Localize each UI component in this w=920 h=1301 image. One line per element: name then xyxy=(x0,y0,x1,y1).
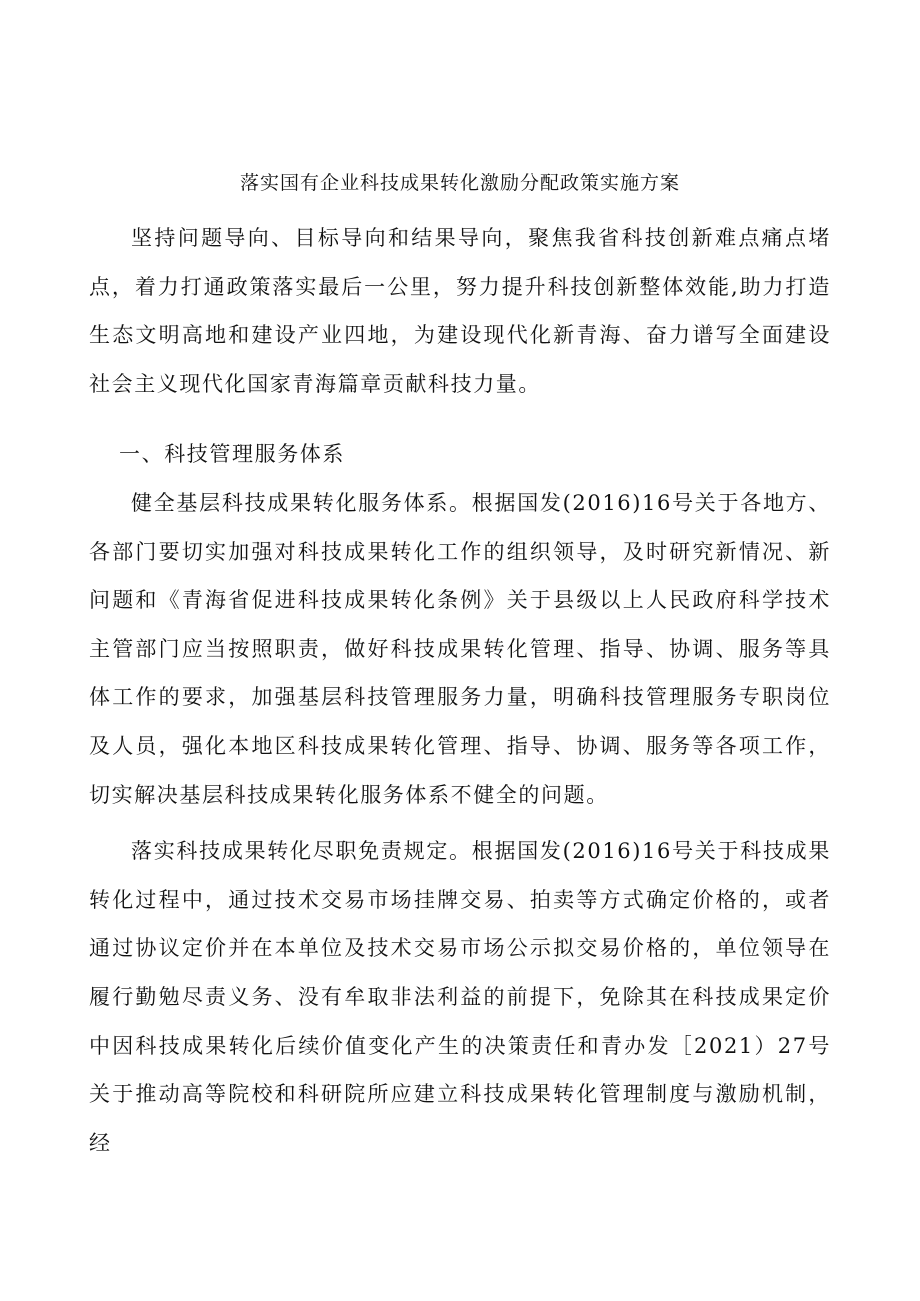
intro-paragraph: 坚持问题导向、目标导向和结果导向，聚焦我省科技创新难点痛点堵点，着力打通政策落实最后一公里，努力提升科技创新整体效能,助力打造生态文明高地和建设产业四地，为建设现代化新青海、奋力谱写全面建设社会主义现代化国家青海篇章贡献科技力量。 xyxy=(89,226,831,396)
section-heading: 一、科技管理服务体系 xyxy=(119,442,345,467)
document-title: 落实国有企业科技成果转化激励分配政策实施方案 xyxy=(239,172,680,194)
body-paragraph-2: 落实科技成果转化尽职免责规定。根据国发(2016)16号关于科技成果转化过程中，通过技术交易市场挂牌交易、拍卖等方式确定价格的，或者通过协议定价并在本单位及技术交易市场公示拟交易价格的，单位领导在履行勤勉尽责义务、没有牟取非法利益的前提下，免除其在科技成果定价中因科技成果转化后续价值变化产生的决策责任和青办发［2021）27号关于推动高等院校和科研院所应建立科技成果转化管理制度与激励机制，经 xyxy=(89,839,831,1155)
body-paragraph-1: 健全基层科技成果转化服务体系。根据国发(2016)16号关于各地方、各部门要切实加强对科技成果转化工作的组织领导，及时研究新情况、新问题和《青海省促进科技成果转化条例》关于县级以上人民政府科学技术主管部门应当按照职责，做好科技成果转化管理、指导、协调、服务等具体工作的要求，加强基层科技管理服务力量，明确科技管理服务专职岗位及人员，强化本地区科技成果转化管理、指导、协调、服务等各项工作，切实解决基层科技成果转化服务体系不健全的问题。 xyxy=(89,490,831,807)
document-page xyxy=(89,166,831,1167)
